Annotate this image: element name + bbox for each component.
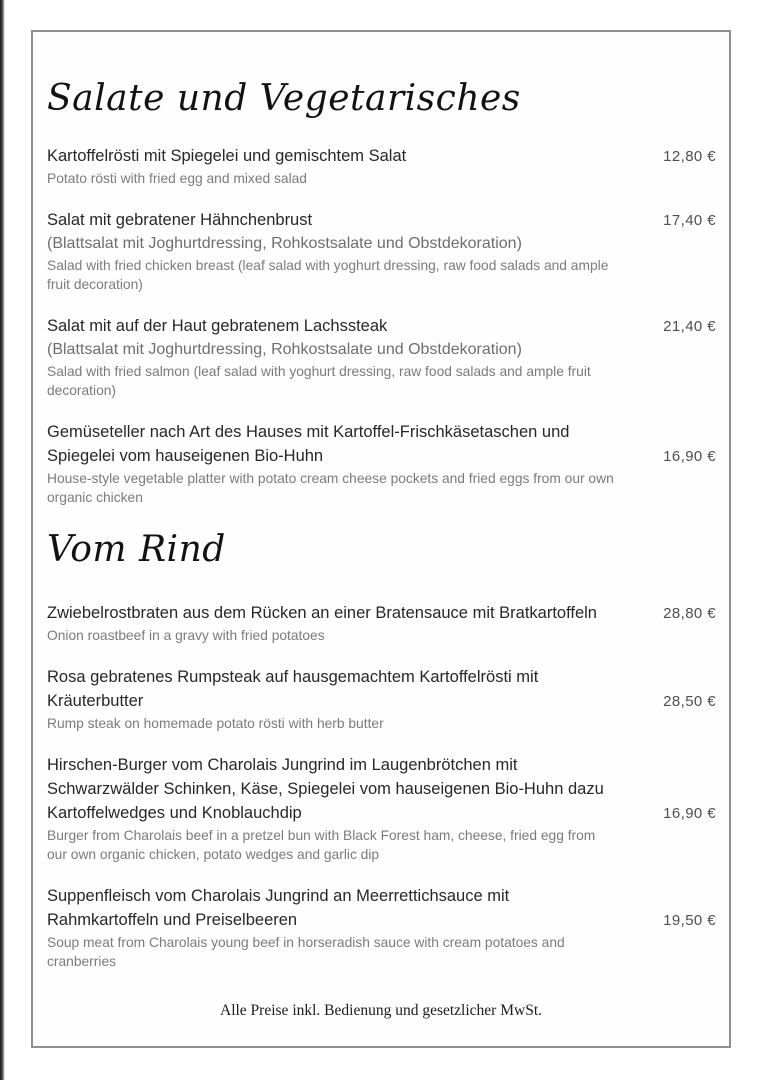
item-name: Gemüseteller nach Art des Hauses mit Kartoffel-Frischkäsetaschen und Spiegelei vom hauseigenen Bio-Huhn	[47, 423, 570, 465]
item-subtitle: (Blattsalat mit Joghurtdressing, Rohkostsalate und Obstdekoration)	[47, 235, 522, 252]
item-translation: Rump steak on homemade potato rösti with herb butter	[47, 716, 384, 731]
scanned-page-edge	[0, 0, 5, 1080]
menu-item-kartoffelroesti	[47, 144, 716, 188]
menu-page	[31, 30, 731, 1048]
item-name: Hirschen-Burger vom Charolais Jungrind im Laugenbrötchen mit Schwarzwälder Schinken, Käse, Spiegelei vom hauseigenen Bio-Huhn dazu Kartoffelwedges und Knoblauchdip	[47, 756, 604, 822]
section-title-vom-rind: Vom Rind	[47, 529, 226, 570]
item-price: 19,50 €	[663, 912, 716, 929]
item-translation: Burger from Charolais beef in a pretzel bun with Black Forest ham, cheese, fried egg from our own organic chicken, potato wedges and garlic dip	[47, 828, 596, 862]
item-price: 21,40 €	[663, 318, 716, 335]
item-head	[47, 420, 716, 468]
item-name: Salat mit gebratener Hähnchenbrust	[47, 211, 313, 229]
item-head	[47, 665, 716, 713]
item-head	[47, 884, 716, 932]
menu-item-suppenfleisch	[47, 884, 716, 971]
item-price: 16,90 €	[663, 805, 716, 822]
item-name: Salat mit auf der Haut gebratenem Lachssteak	[47, 317, 388, 335]
section-title-salate-und-vegetarisches: Salate und Vegetarisches	[47, 78, 521, 119]
item-translation: Onion roastbeef in a gravy with fried potatoes	[47, 628, 325, 643]
menu-item-salat-haehnchenbrust	[47, 208, 716, 294]
item-price: 12,80 €	[663, 148, 716, 165]
item-translation: Salad with fried chicken breast (leaf salad with yoghurt dressing, raw food salads and ample fruit decoration)	[47, 258, 609, 292]
menu-item-gemueseteller	[47, 420, 716, 507]
item-price: 28,80 €	[663, 605, 716, 622]
item-translation: Soup meat from Charolais young beef in horseradish sauce with cream potatoes and cranberries	[47, 935, 565, 969]
item-name: Zwiebelrostbraten aus dem Rücken an einer Bratensauce mit Bratkartoffeln	[47, 604, 597, 622]
item-head	[47, 753, 716, 825]
item-subtitle: (Blattsalat mit Joghurtdressing, Rohkostsalate und Obstdekoration)	[47, 341, 522, 358]
item-head	[47, 601, 716, 625]
item-price: 16,90 €	[663, 448, 716, 465]
item-translation: Potato rösti with fried egg and mixed salad	[47, 171, 307, 186]
item-head	[47, 144, 716, 168]
item-name: Suppenfleisch vom Charolais Jungrind an Meerrettichsauce mit Rahmkartoffeln und Preiselbeeren	[47, 887, 510, 929]
menu-item-salat-lachssteak	[47, 314, 716, 400]
menu-item-hirschen-burger	[47, 753, 716, 864]
menu-item-rumpsteak	[47, 665, 716, 733]
item-price: 28,50 €	[663, 693, 716, 710]
item-name: Rosa gebratenes Rumpsteak auf hausgemachtem Kartoffelrösti mit Kräuterbutter	[47, 668, 539, 710]
menu-item-zwiebelrostbraten	[47, 601, 716, 645]
item-head	[47, 314, 716, 338]
item-head	[47, 208, 716, 232]
item-translation: Salad with fried salmon (leaf salad with yoghurt dressing, raw food salads and ample fruit decoration)	[47, 364, 591, 398]
item-translation: House-style vegetable platter with potato cream cheese pockets and fried eggs from our own organic chicken	[47, 471, 614, 505]
item-price: 17,40 €	[663, 212, 716, 229]
footer-note: Alle Preise inkl. Bedienung und gesetzlicher MwSt.	[220, 1002, 542, 1019]
item-name: Kartoffelrösti mit Spiegelei und gemischtem Salat	[47, 147, 407, 165]
